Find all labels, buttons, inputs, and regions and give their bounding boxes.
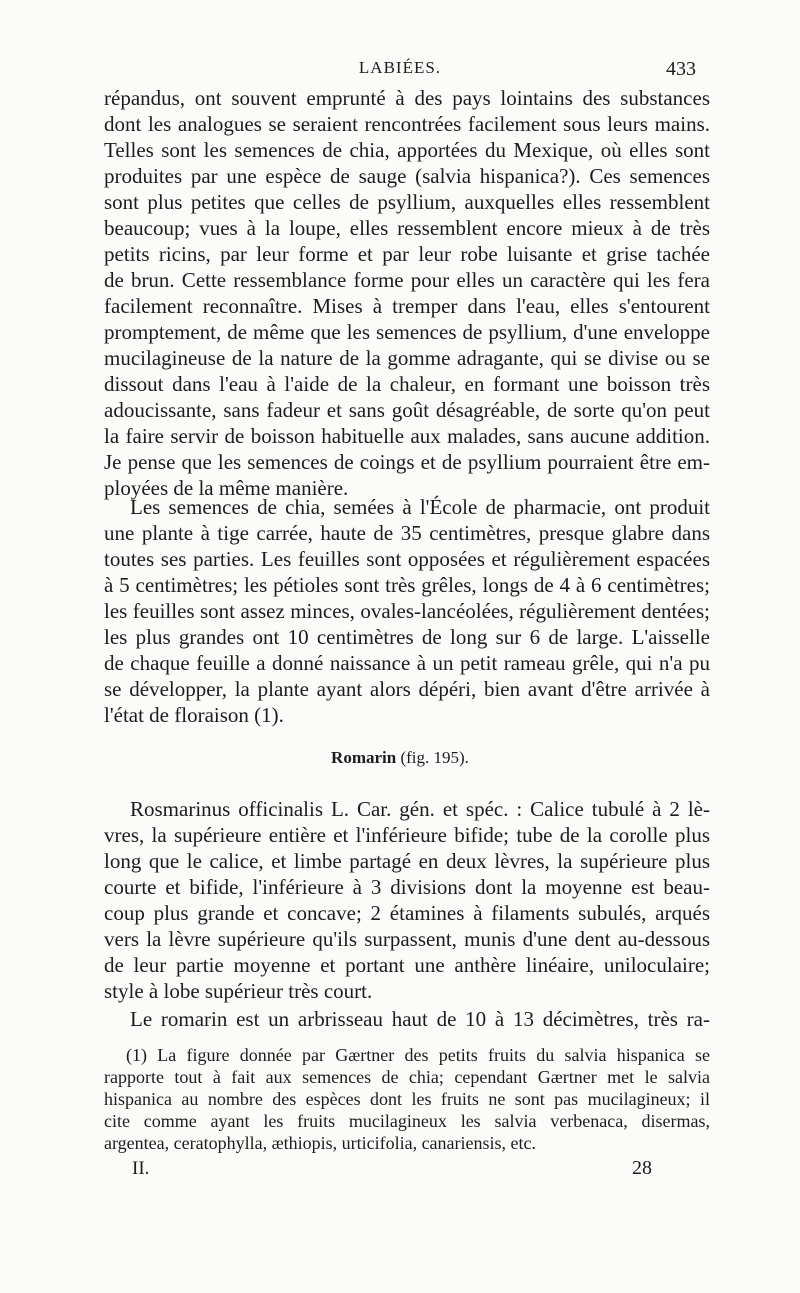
sheet-number: 28	[632, 1157, 652, 1179]
signature-mark: II.	[132, 1158, 150, 1179]
body-line: l'état de floraison (1).	[104, 703, 284, 727]
body-line: toutes ses parties. Les feuilles sont opposées et régulièrement espacées	[104, 547, 710, 571]
footnote-line: cite comme ayant les fruits mucilagineux les salvia verbenaca, disermas,	[104, 1111, 710, 1131]
body-line: sont plus petites que celles de psyllium, auxquelles elles ressemblent	[104, 190, 710, 214]
section-line: courte et bifide, l'inférieure à 3 divisions dont la moyenne est beau-	[104, 875, 710, 899]
body-line: mucilagineuse de la nature de la gomme adragante, qui se divise ou se	[104, 346, 710, 370]
body-line: se développer, la plante ayant alors dépéri, bien avant d'être arrivée à	[104, 677, 710, 701]
body-line: les plus grandes ont 10 centimètres de long sur 6 de large. L'aisselle	[104, 625, 710, 649]
section-line: Le romarin est un arbrisseau haut de 10 à 13 décimètres, très ra-	[130, 1007, 710, 1031]
body-line: adoucissante, sans fadeur et sans goût désagréable, de sorte qu'on peut	[104, 398, 710, 422]
footnote-line: hispanica au nombre des espèces dont les fruits ne sont pas mucilagineux; il	[104, 1089, 710, 1109]
body-line: facilement reconnaître. Mises à tremper dans l'eau, elles s'entourent	[104, 294, 710, 318]
body-line: les feuilles sont assez minces, ovales-lancéolées, régulièrement dentées;	[104, 599, 710, 623]
section-line: vres, la supérieure entière et l'inférieure bifide; tube de la corolle plus	[104, 823, 710, 847]
running-header: LABIÉES.	[358, 58, 442, 77]
body-line: de chaque feuille a donné naissance à un petit rameau grêle, qui n'a pu	[104, 651, 710, 675]
footnote-line: argentea, ceratophylla, æthiopis, urticifolia, canariensis, etc.	[104, 1133, 537, 1153]
body-line: ployées de la même manière.	[104, 476, 349, 500]
body-line: beaucoup; vues à la loupe, elles ressemblent encore mieux à de très	[104, 216, 710, 240]
section-name: Romarin	[331, 748, 397, 767]
body-line: la faire servir de boisson habituelle aux malades, sans aucune addition.	[104, 424, 710, 448]
body-line: répandus, ont souvent emprunté à des pays lointains des substances	[104, 86, 710, 110]
body-line: Je pense que les semences de coings et de psyllium pourraient être em-	[104, 450, 710, 474]
section-line: de leur partie moyenne et portant une anthère linéaire, uniloculaire;	[104, 953, 710, 977]
body-line: promptement, de même que les semences de psyllium, d'une enveloppe	[104, 320, 710, 344]
section-line: Rosmarinus officinalis L. Car. gén. et spéc. : Calice tubulé à 2 lè-	[130, 797, 710, 821]
footnote-line: (1) La figure donnée par Gærtner des petits fruits du salvia hispanica se	[126, 1045, 710, 1065]
section-heading	[0, 748, 800, 768]
body-line: dissout dans l'eau à l'aide de la chaleur, en formant une boisson très	[104, 372, 710, 396]
section-line: vers la lèvre supérieure qu'ils surpassent, munis d'une dent au-dessous	[104, 927, 710, 951]
body-line: petits ricins, par leur forme et par leur robe luisante et grise tachée	[104, 242, 710, 266]
body-line: Les semences de chia, semées à l'École de pharmacie, ont produit	[130, 495, 710, 519]
section-line: style à lobe supérieur très court.	[104, 979, 373, 1003]
body-line: à 5 centimètres; les pétioles sont très grêles, longs de 4 à 6 centimètres;	[104, 573, 710, 597]
body-line: dont les analogues se seraient rencontrées facilement sous leurs mains.	[104, 112, 710, 136]
section-line: coup plus grande et concave; 2 étamines à filaments subulés, arqués	[104, 901, 710, 925]
body-line: de brun. Cette ressemblance forme pour elles un caractère qui les fera	[104, 268, 710, 292]
body-line: une plante à tige carrée, haute de 35 centimètres, presque glabre dans	[104, 521, 710, 545]
footnote-line: rapporte tout à fait aux semences de chia; cependant Gærtner met le salvia	[104, 1067, 710, 1087]
body-line: produites par une espèce de sauge (salvia hispanica?). Ces semences	[104, 164, 710, 188]
figure-reference: (fig. 195).	[400, 748, 469, 767]
body-line: Telles sont les semences de chia, apportées du Mexique, où elles sont	[104, 138, 710, 162]
section-line: long que le calice, et limbe partagé en deux lèvres, la supérieure plus	[104, 849, 710, 873]
page-number: 433	[666, 58, 696, 80]
